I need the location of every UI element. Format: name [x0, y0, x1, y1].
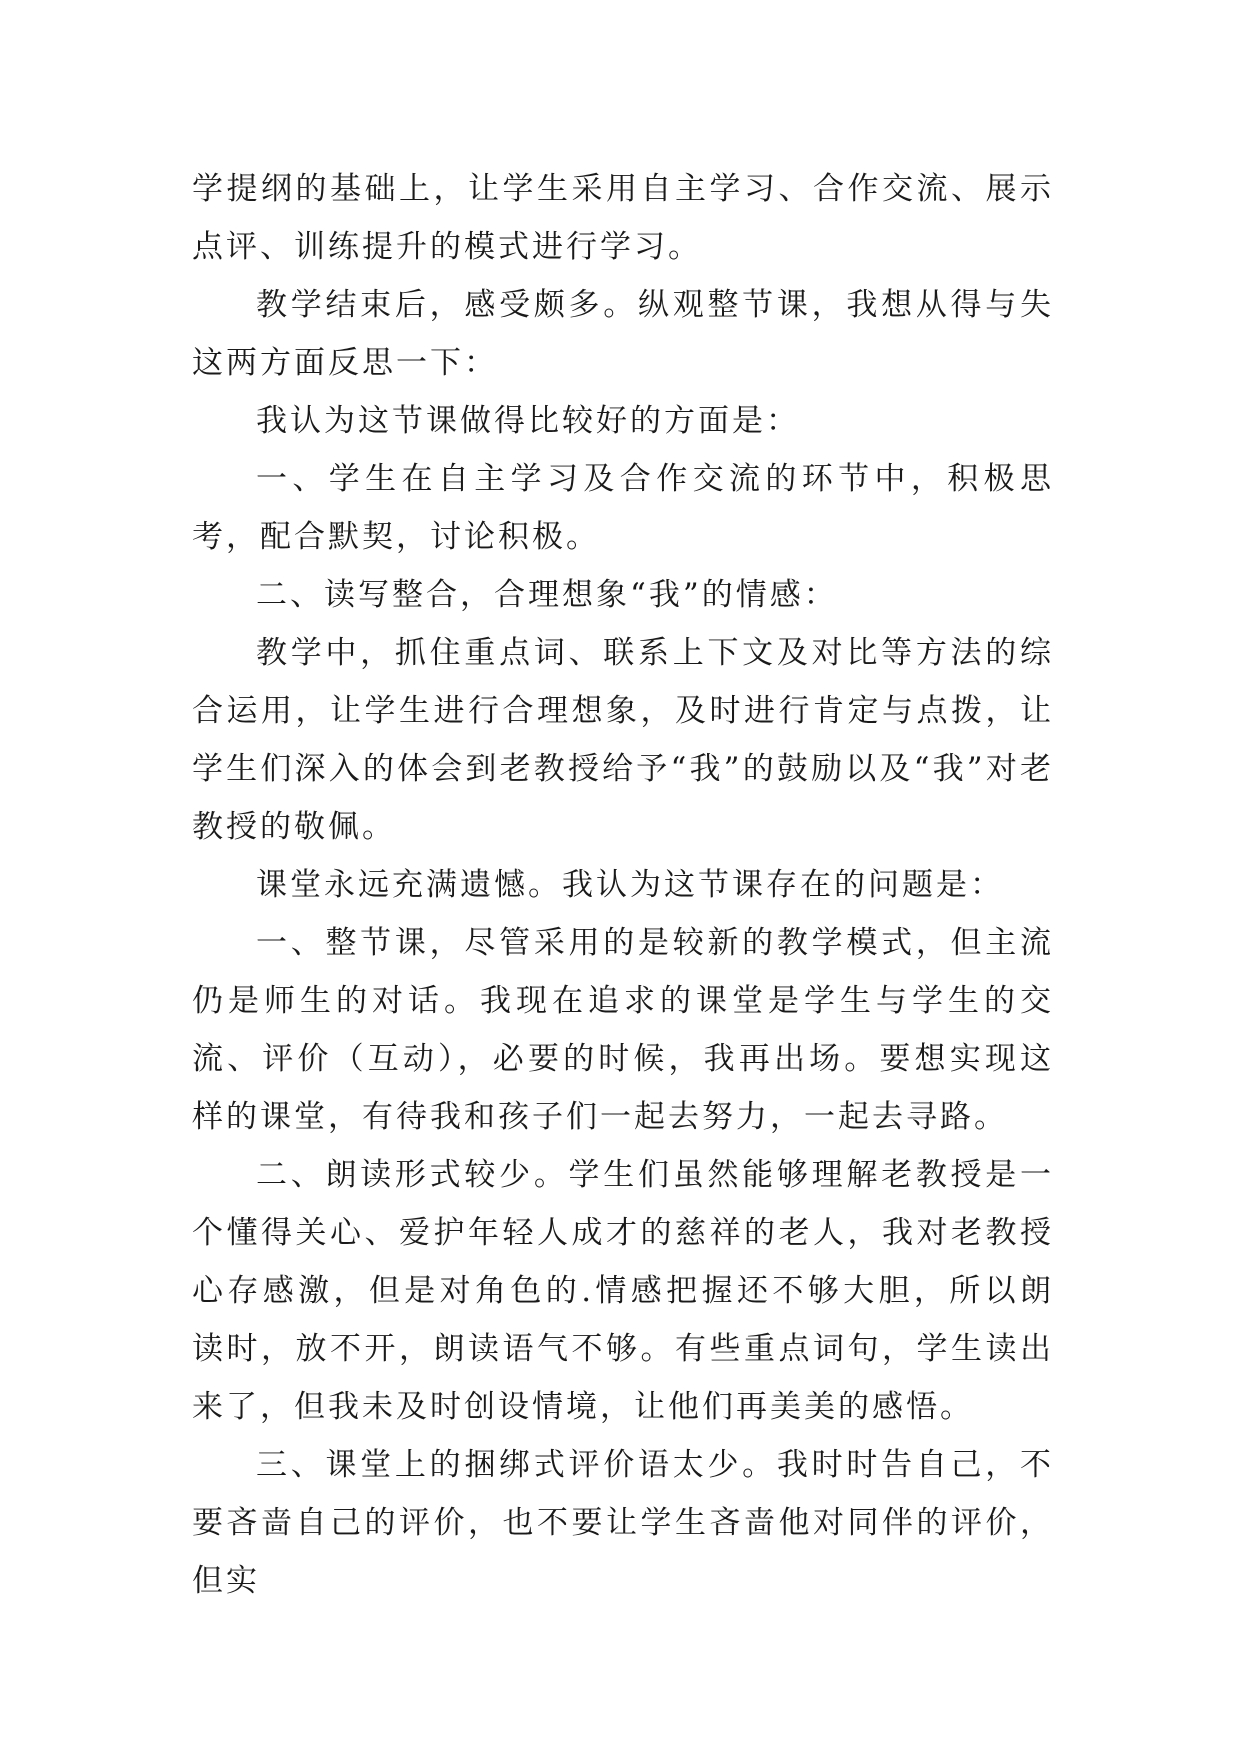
paragraph-continuation: 学提纲的基础上，让学生采用自主学习、合作交流、展示点评、训练提升的模式进行学习。 [192, 171, 1054, 265]
paragraph: 三、课堂上的捆绑式评价语太少。我时时告自己，不要吝啬自己的评价，也不要让学生吝啬他对同伴的评价，但实 [192, 1447, 1054, 1599]
paragraph: 我认为这节课做得比较好的方面是： [256, 403, 800, 439]
paragraph: 教学中，抓住重点词、联系上下文及对比等方法的综合运用，让学生进行合理想象，及时进行肯定与点拨，让学生们深入的体会到老教授给予“我”的鼓励以及“我”对老教授的敬佩。 [192, 635, 1054, 845]
paragraph: 二、读写整合，合理想象“我”的情感： [256, 577, 838, 613]
paragraph: 二、朗读形式较少。学生们虽然能够理解老教授是一个懂得关心、爱护年轻人成才的慈祥的老人，我对老教授心存感激，但是对角色的.情感把握还不够大胆，所以朗读时，放不开，朗读语气不够。有些重点词句，学生读出来了，但我未及时创设情境，让他们再美美的感悟。 [192, 1157, 1054, 1425]
paragraph: 教学结束后，感受颇多。纵观整节课，我想从得与失这两方面反思一下： [192, 287, 1054, 381]
paragraph: 一、学生在自主学习及合作交流的环节中，积极思考，配合默契，讨论积极。 [192, 461, 1054, 555]
paragraph: 一、整节课，尽管采用的是较新的教学模式，但主流仍是师生的对话。我现在追求的课堂是学生与学生的交流、评价（互动），必要的时候，我再出场。要想实现这样的课堂，有待我和孩子们一起去努力，一起去寻路。 [192, 925, 1054, 1135]
document-body [192, 160, 1054, 1610]
paragraph: 课堂永远充满遗憾。我认为这节课存在的问题是： [256, 867, 1004, 903]
